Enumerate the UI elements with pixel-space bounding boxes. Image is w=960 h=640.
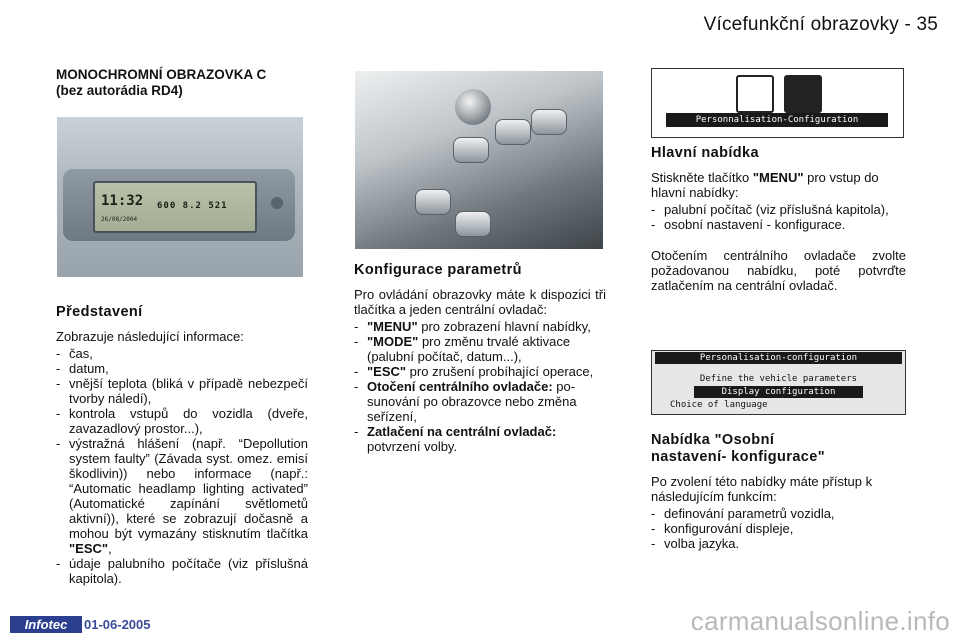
intro-text — [651, 170, 906, 200]
infotec-logo: Infotec — [10, 616, 82, 633]
list-item-text: pro změnu trvalé aktivace (palubní počítač, datum...), — [367, 334, 571, 364]
instruction-text: Otočením centrálního ovladače zvolte požadovanou nabídku, poté potvrďte zatlačením na centrální ovladač. — [651, 248, 906, 293]
footer-date: 01-06-2005 — [84, 617, 151, 632]
list-item-text: potvrzení volby. — [367, 439, 458, 454]
settings-icon — [784, 75, 822, 113]
info-list — [56, 346, 308, 586]
watermark: carmanualsonline.info — [690, 606, 950, 636]
section-title: Představení — [56, 304, 143, 320]
panel-knob — [271, 197, 283, 209]
column-1 — [56, 67, 308, 99]
section-title: Nabídka "Osobní — [651, 432, 775, 448]
list-item: - vnější teplota (bliká v případě nebezpečí tvorby náledí), — [56, 376, 308, 406]
console-button — [455, 211, 491, 237]
column-3-lower — [651, 432, 906, 551]
intro-text: Zobrazuje následující informace: — [56, 329, 244, 344]
dashboard-display-photo — [57, 117, 303, 277]
list-item: - konfigurování displeje, — [651, 521, 906, 536]
list-item: - datum, — [56, 361, 308, 376]
list-item: - údaje palubního počítače (viz příslušná kapitola). — [56, 556, 308, 586]
esc-suffix: , — [108, 541, 112, 556]
list-item — [354, 379, 606, 424]
list-item-key: "MODE" — [367, 334, 419, 349]
list-item — [354, 424, 606, 454]
intro-post: pro vstup do hlavní nabídky: — [651, 170, 879, 200]
console-button — [453, 137, 489, 163]
section-title: Hlavní nabídka — [651, 145, 759, 161]
central-dial — [455, 89, 491, 125]
menu-label-bar — [666, 113, 888, 127]
display-date: 26/08/2004 — [101, 216, 138, 223]
list-item — [354, 319, 606, 334]
list-item: - kontrola vstupů do vozidla (dveře, zavazadlový prostor...), — [56, 406, 308, 436]
section-title: Konfigurace parametrů — [354, 262, 522, 278]
list-item: - definování parametrů vozidla, — [651, 506, 906, 521]
display-time: 11:32 — [101, 193, 144, 209]
list-item-key: Otočení centrálního ovladače: — [367, 379, 553, 394]
column-2-body — [354, 262, 606, 454]
column-3-body — [651, 145, 906, 293]
list-item: - palubní počítač (viz příslušná kapitola), — [651, 202, 906, 217]
section-subheading: (bez autorádia RD4) — [56, 83, 183, 98]
list-item-key: Zatlačení na centrální ovladač: — [367, 424, 557, 439]
list-item-text: výstražná hlášení (např. “Depollution system faulty” (Závada syst. omez. emisí škodlivin)) nebo informace (např.: “Automatic headlamp lighting activated” (Automatické zapínání světlometů aktivní)), které se zobrazují dočasně a mohou být vymazány stisknutím tlačítka — [69, 436, 308, 541]
functions-list — [651, 506, 906, 551]
main-menu-screen — [651, 68, 904, 138]
console-button — [415, 189, 451, 215]
personalisation-screen — [651, 350, 906, 415]
menu-label: Personnalisation-Configuration — [695, 115, 859, 125]
list-item-text: posunování po obrazovce nebo změna seřízení, — [367, 379, 577, 424]
list-item — [354, 334, 606, 364]
list-item-key: "ESC" — [367, 364, 407, 379]
list-item: - volba jazyka. — [651, 536, 906, 551]
list-item-key: "MENU" — [367, 319, 418, 334]
console-button — [531, 109, 567, 135]
list-item — [354, 364, 606, 379]
intro-text: Pro ovládání obrazovky máte k dispozici tři tlačítka a jeden centrální ovladač: — [354, 287, 606, 317]
column-1-body — [56, 304, 308, 586]
list-item: - čas, — [56, 346, 308, 361]
esc-label: "ESC" — [69, 541, 109, 556]
menu-list — [651, 202, 906, 232]
page-title: Vícefunkční obrazovky - 35 — [703, 14, 938, 35]
menu-key: "MENU" — [752, 170, 804, 185]
intro-pre: Stiskněte tlačítko — [651, 170, 753, 185]
section-title-cont: nastavení- konfigurace" — [651, 449, 826, 465]
console-button — [495, 119, 531, 145]
monochrome-screen — [93, 181, 257, 233]
screen-row-selected: Display configuration — [694, 386, 863, 398]
screen-title: Personalisation-configuration — [655, 352, 902, 364]
intro-text: Po zvolení této nabídky máte přístup k následujícím funkcím: — [651, 474, 873, 504]
screen-row: Choice of language — [670, 400, 768, 410]
controls-list — [354, 319, 606, 454]
list-item-text: pro zobrazení hlavní nabídky, — [417, 319, 591, 334]
list-item — [56, 436, 308, 556]
display-values: 600 8.2 521 — [157, 201, 228, 211]
trip-computer-icon — [736, 75, 774, 113]
section-heading: MONOCHROMNÍ OBRAZOVKA C — [56, 67, 267, 82]
list-item: - osobní nastavení - konfigurace. — [651, 217, 906, 232]
display-panel — [63, 169, 295, 241]
console-controls-photo — [355, 71, 603, 249]
screen-row: Define the vehicle parameters — [699, 374, 858, 384]
list-item-text: pro zrušení probíhající operace, — [406, 364, 594, 379]
